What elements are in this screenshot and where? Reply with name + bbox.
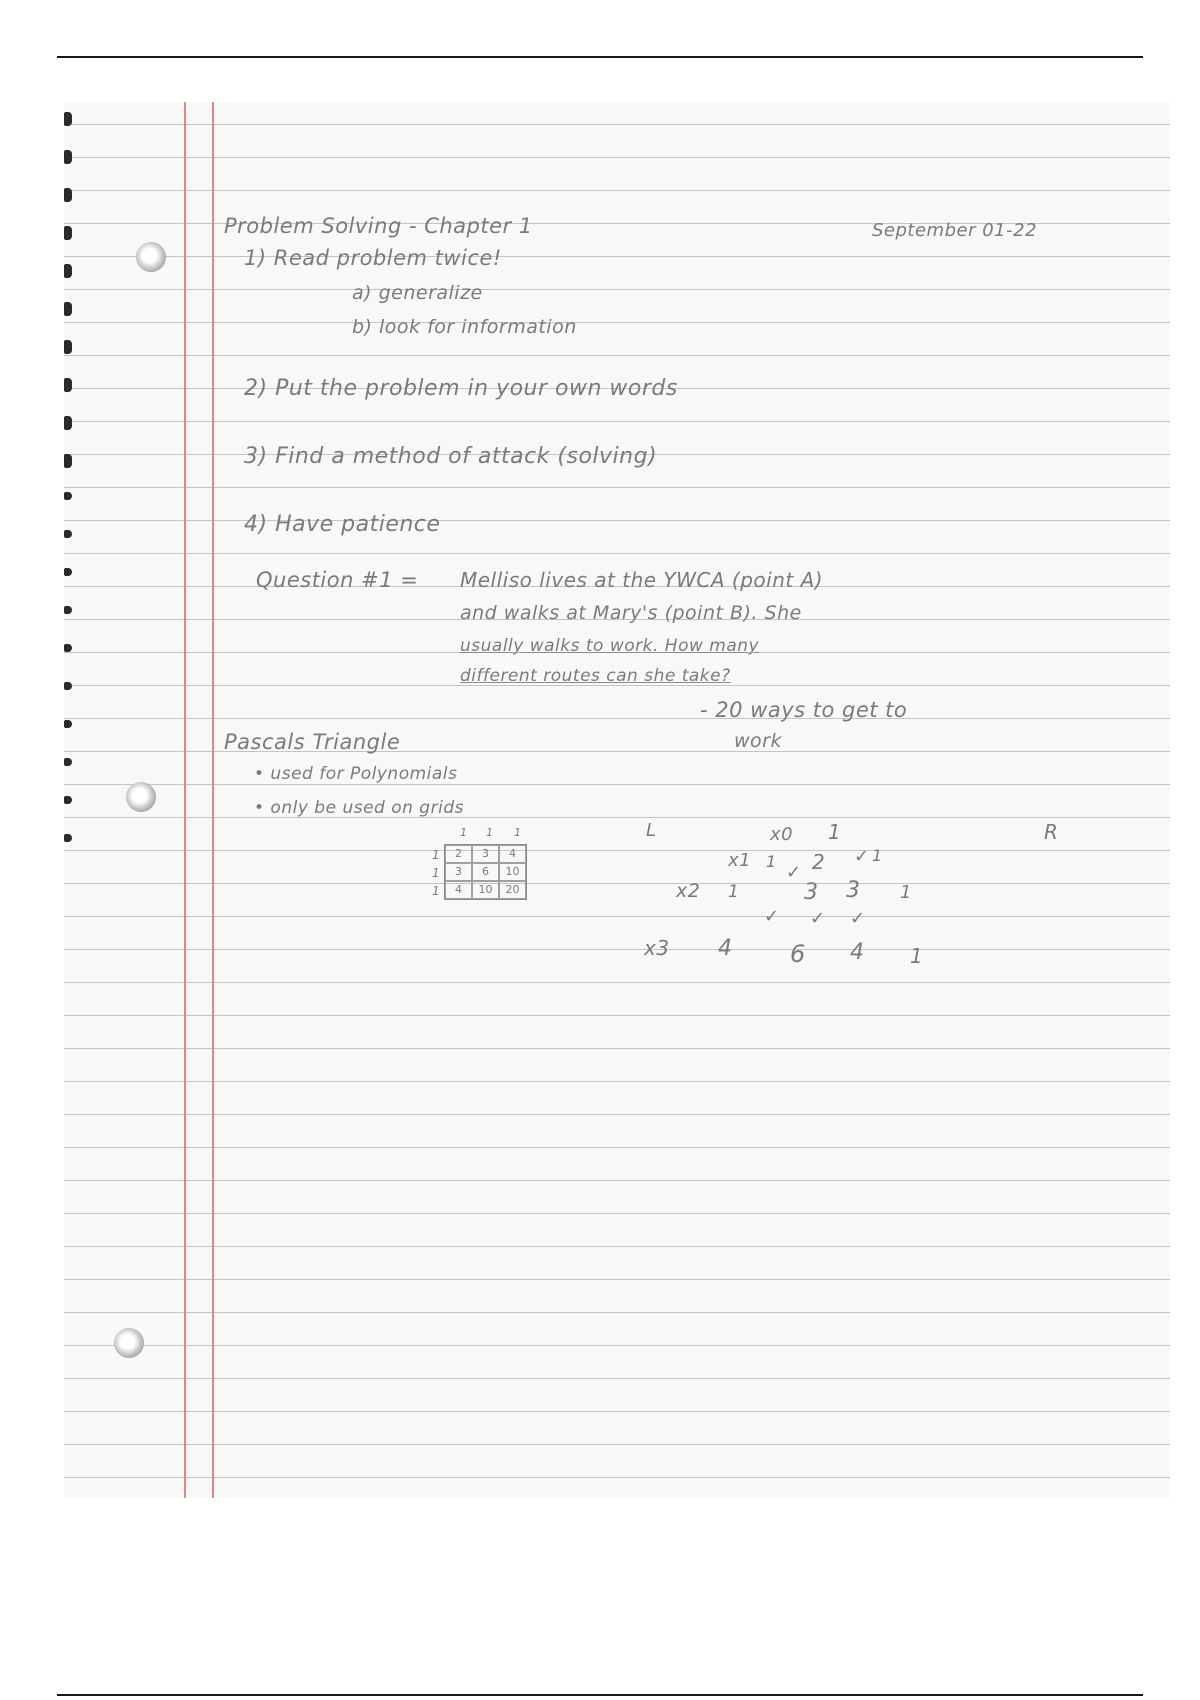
- grid-top-1: 1: [460, 826, 468, 839]
- step-4: 4) Have patience: [244, 512, 441, 537]
- grid-cell: 10: [499, 863, 526, 881]
- ruled-line: [64, 1312, 1170, 1313]
- row3-value-2: 6: [790, 940, 806, 968]
- row1-value-2: 1: [872, 846, 883, 865]
- row1-value-1: 1: [766, 852, 777, 871]
- step-2: 2) Put the problem in your own words: [244, 376, 678, 401]
- spiral-ring: [64, 720, 72, 728]
- question-line-2: and walks at Mary's (point B). She: [460, 602, 802, 624]
- spiral-ring: [64, 264, 72, 278]
- step-3: 3) Find a method of attack (solving): [244, 444, 658, 469]
- spiral-ring: [64, 112, 72, 126]
- margin-line: [184, 102, 186, 1498]
- ruled-line: [64, 916, 1170, 917]
- ruled-line: [64, 982, 1170, 983]
- row3-var: x3: [644, 936, 670, 960]
- bottom-rule: [57, 1694, 1143, 1696]
- punch-hole-icon: [136, 242, 166, 272]
- corner-right: R: [1044, 820, 1059, 844]
- grid-cell: 4: [499, 845, 526, 863]
- grid-cell: 4: [445, 881, 472, 899]
- check-mark-icon: ✓: [854, 846, 870, 867]
- grid-cell: 20: [499, 881, 526, 899]
- spiral-ring: [64, 188, 72, 202]
- spiral-ring: [64, 150, 72, 164]
- ruled-line: [64, 1180, 1170, 1181]
- spiral-ring: [64, 758, 72, 766]
- page-title: Problem Solving - Chapter 1: [224, 214, 533, 238]
- grid-cell: 10: [472, 881, 499, 899]
- ruled-line: [64, 850, 1170, 851]
- ruled-line: [64, 520, 1170, 521]
- answer-line-1: - 20 ways to get to: [700, 698, 908, 722]
- ruled-line: [64, 1048, 1170, 1049]
- ruled-line: [64, 1015, 1170, 1016]
- row2-value-2: 3: [804, 880, 819, 905]
- ruled-line: [64, 487, 1170, 488]
- step-1b: b) look for information: [352, 316, 577, 338]
- ruled-line: [64, 190, 1170, 191]
- question-line-1: Melliso lives at the YWCA (point A): [460, 568, 824, 592]
- ruled-line: [64, 1081, 1170, 1082]
- grid-top-3: 1: [514, 826, 522, 839]
- grid-cell: 3: [445, 863, 472, 881]
- spiral-ring: [64, 606, 72, 614]
- spiral-ring: [64, 644, 72, 652]
- ruled-line: [64, 289, 1170, 290]
- grid-cell: 6: [472, 863, 499, 881]
- grid-left-1: 1: [432, 848, 441, 862]
- grid-left-2: 1: [432, 866, 441, 880]
- notebook-page: [64, 102, 1170, 1498]
- ruled-line: [64, 1345, 1170, 1346]
- check-mark-icon: ✓: [810, 908, 826, 929]
- ruled-line: [64, 817, 1170, 818]
- grid-left-3: 1: [432, 884, 441, 898]
- spiral-ring: [64, 454, 72, 468]
- margin-line: [212, 102, 214, 1498]
- ruled-line: [64, 355, 1170, 356]
- row3-value-1: 4: [718, 936, 733, 961]
- spiral-ring: [64, 492, 72, 500]
- row3-value-3: 4: [850, 940, 865, 965]
- ruled-line: [64, 784, 1170, 785]
- pascal-grid: [444, 844, 527, 900]
- ruled-line: [64, 322, 1170, 323]
- question-line-4: different routes can she take?: [460, 666, 731, 686]
- check-mark-icon: ✓: [786, 862, 802, 883]
- row2-value-4: 1: [900, 882, 912, 903]
- row0-var: x0: [770, 824, 794, 845]
- ruled-line: [64, 718, 1170, 719]
- answer-line-2: work: [734, 730, 782, 752]
- ruled-line: [64, 157, 1170, 158]
- ruled-line: [64, 1114, 1170, 1115]
- row3-value-4: 1: [910, 944, 924, 968]
- row2-var: x2: [676, 880, 701, 902]
- punch-hole-icon: [126, 782, 156, 812]
- spiral-ring: [64, 568, 72, 576]
- spiral-ring: [64, 834, 72, 842]
- grid-top-2: 1: [486, 826, 494, 839]
- spiral-ring: [64, 378, 72, 392]
- spiral-ring: [64, 340, 72, 354]
- ruled-line: [64, 1411, 1170, 1412]
- ruled-line: [64, 421, 1170, 422]
- spiral-ring: [64, 530, 72, 538]
- pascal-title: Pascals Triangle: [224, 730, 401, 754]
- ruled-line: [64, 1147, 1170, 1148]
- ruled-line: [64, 1279, 1170, 1280]
- step-1: 1) Read problem twice!: [244, 246, 502, 270]
- spiral-ring: [64, 682, 72, 690]
- row2-value-1: 1: [728, 882, 740, 902]
- punch-hole-icon: [114, 1328, 144, 1358]
- ruled-line: [64, 1213, 1170, 1214]
- ruled-line: [64, 124, 1170, 125]
- ruled-line: [64, 1477, 1170, 1478]
- spiral-ring: [64, 416, 72, 430]
- ruled-line: [64, 1378, 1170, 1379]
- pascal-bullet-2: • only be used on grids: [254, 798, 464, 818]
- ruled-line: [64, 1246, 1170, 1247]
- ruled-line: [64, 883, 1170, 884]
- ruled-line: [64, 256, 1170, 257]
- question-label: Question #1 =: [256, 568, 419, 592]
- check-mark-icon: ✓: [764, 906, 780, 927]
- check-mark-icon: ✓: [850, 908, 866, 929]
- page-date: September 01-22: [872, 220, 1038, 241]
- spiral-ring: [64, 796, 72, 804]
- ruled-line: [64, 553, 1170, 554]
- grid-cell: 2: [445, 845, 472, 863]
- step-1a: a) generalize: [352, 282, 483, 304]
- ruled-line: [64, 949, 1170, 950]
- row2-value-3: 3: [846, 878, 861, 903]
- spiral-ring: [64, 302, 72, 316]
- row1-mid: 2: [812, 850, 826, 874]
- ruled-line: [64, 1444, 1170, 1445]
- pascal-bullet-1: • used for Polynomials: [254, 764, 458, 784]
- row1-var: x1: [728, 850, 752, 871]
- top-rule: [57, 56, 1143, 58]
- question-line-3: usually walks to work. How many: [460, 636, 760, 656]
- grid-cell: 3: [472, 845, 499, 863]
- spiral-ring: [64, 226, 72, 240]
- corner-left: L: [646, 820, 657, 841]
- row0-value: 1: [828, 820, 842, 844]
